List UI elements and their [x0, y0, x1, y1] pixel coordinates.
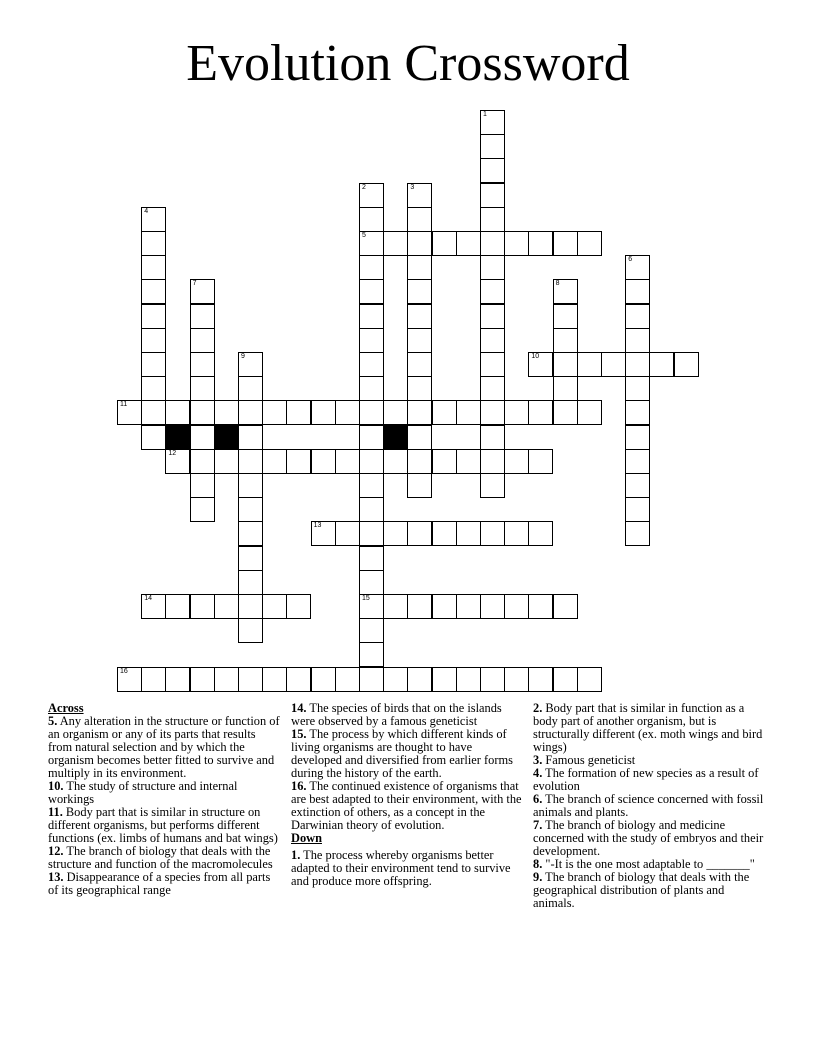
grid-cell[interactable] — [625, 521, 650, 546]
grid-cell[interactable] — [407, 594, 432, 619]
grid-cell[interactable] — [383, 521, 408, 546]
grid-cell[interactable] — [335, 521, 360, 546]
grid-cell[interactable] — [190, 279, 215, 304]
clue-number: 1 — [483, 111, 487, 118]
grid-cell[interactable] — [359, 255, 384, 280]
grid-cell[interactable] — [141, 352, 166, 377]
clue-number: 12 — [168, 449, 177, 457]
grid-cell[interactable] — [480, 667, 505, 692]
clue-number: 16 — [120, 667, 128, 675]
down-heading: Down — [291, 831, 322, 845]
grid-cell[interactable] — [528, 352, 553, 377]
grid-cell[interactable] — [190, 449, 215, 474]
grid-cell[interactable] — [214, 594, 239, 619]
grid-cell[interactable] — [214, 449, 239, 474]
grid-cell[interactable] — [432, 521, 457, 546]
grid-cell[interactable] — [335, 400, 360, 425]
grid-cell[interactable] — [190, 497, 215, 522]
grid-cell[interactable] — [407, 255, 432, 280]
clue-across-16: 16. The continued existence of organisms that are best adapted to their environment, with the extinction of others, as a concept in the Darwinian theory of evolution. — [291, 779, 522, 832]
grid-cell[interactable] — [238, 425, 263, 450]
grid-cell[interactable] — [456, 449, 481, 474]
across-heading: Across — [48, 701, 84, 715]
grid-cell[interactable] — [359, 642, 384, 667]
grid-cell[interactable] — [286, 400, 311, 425]
grid-cell[interactable] — [359, 376, 384, 401]
grid-cell[interactable] — [359, 304, 384, 329]
black-square — [165, 425, 190, 450]
clue-down-6: 6. The branch of science concerned with fossil animals and plants. — [533, 792, 764, 819]
grid-cell[interactable] — [407, 231, 432, 256]
clue-number: 13 — [313, 522, 322, 530]
grid-cell[interactable] — [383, 400, 408, 425]
grid-cell[interactable] — [553, 279, 578, 304]
grid-cell[interactable] — [238, 376, 263, 401]
grid-cell[interactable] — [480, 521, 505, 546]
grid-cell[interactable] — [480, 473, 505, 498]
grid-cell[interactable] — [383, 231, 408, 256]
grid-cell[interactable] — [238, 546, 263, 571]
clue-number: 10 — [531, 353, 540, 360]
black-square — [383, 425, 408, 450]
black-square — [214, 425, 239, 450]
grid-cell[interactable] — [311, 667, 336, 692]
clue-number: 8 — [555, 280, 560, 288]
grid-cell[interactable] — [165, 449, 190, 474]
grid-cell[interactable] — [480, 425, 505, 450]
grid-cell[interactable] — [528, 449, 553, 474]
grid-cell[interactable] — [359, 570, 384, 595]
grid-cell[interactable] — [286, 449, 311, 474]
clues-column-1 — [48, 702, 280, 897]
grid-cell[interactable] — [480, 400, 505, 425]
grid-cell[interactable] — [480, 376, 505, 401]
clue-number: 9 — [241, 353, 245, 360]
grid-cell[interactable] — [625, 279, 650, 304]
grid-cell[interactable] — [625, 425, 650, 450]
grid-cell[interactable] — [359, 400, 384, 425]
clue-number: 6 — [628, 256, 633, 264]
grid-cell[interactable] — [407, 521, 432, 546]
clues-column-2 — [291, 702, 523, 888]
clue-across-14: 14. The species of birds that on the islands were observed by a famous geneticist — [291, 701, 502, 728]
grid-cell[interactable] — [190, 352, 215, 377]
grid-cell[interactable] — [553, 352, 578, 377]
grid-cell[interactable] — [528, 667, 553, 692]
clue-down-3: 3. Famous geneticist — [533, 753, 636, 767]
clue-number: 11 — [120, 401, 128, 409]
grid-cell[interactable] — [262, 449, 287, 474]
grid-cell[interactable] — [383, 667, 408, 692]
grid-cell[interactable] — [190, 667, 215, 692]
grid-cell[interactable] — [625, 304, 650, 329]
grid-cell[interactable] — [553, 594, 578, 619]
grid-cell[interactable] — [359, 207, 384, 232]
grid-cell[interactable] — [674, 352, 699, 377]
clue-down-2: 2. Body part that is similar in function as a body part of another organism, but is structurally different (ex. moth wings and bird wings) — [533, 701, 763, 754]
grid-cell[interactable] — [407, 400, 432, 425]
grid-cell[interactable] — [359, 594, 384, 619]
page-title: Evolution Crossword — [186, 35, 630, 92]
grid-cell[interactable] — [625, 376, 650, 401]
grid-cell[interactable] — [456, 667, 481, 692]
grid-cell[interactable] — [456, 400, 481, 425]
grid-cell[interactable] — [432, 667, 457, 692]
grid-cell[interactable] — [553, 400, 578, 425]
grid-cell[interactable] — [407, 376, 432, 401]
grid-cell[interactable] — [649, 352, 674, 377]
grid-cell[interactable] — [383, 594, 408, 619]
grid-cell[interactable] — [359, 473, 384, 498]
grid-cell[interactable] — [359, 425, 384, 450]
grid-cell[interactable] — [407, 449, 432, 474]
grid-cell[interactable] — [238, 521, 263, 546]
grid-cell[interactable] — [625, 449, 650, 474]
grid-cell[interactable] — [553, 376, 578, 401]
grid-cell[interactable] — [504, 521, 529, 546]
clue-across-13: 13. Disappearance of a species from all parts of its geographical range — [48, 870, 271, 897]
clue-across-12: 12. The branch of biology that deals with the structure and function of the macromolecules — [48, 844, 273, 871]
grid-cell[interactable] — [141, 255, 166, 280]
grid-cell[interactable] — [480, 449, 505, 474]
grid-cell[interactable] — [407, 207, 432, 232]
grid-cell[interactable] — [190, 425, 215, 450]
grid-cell[interactable] — [553, 304, 578, 329]
grid-cell[interactable] — [407, 304, 432, 329]
grid-cell[interactable] — [165, 667, 190, 692]
grid-cell[interactable] — [359, 667, 384, 692]
grid-cell[interactable] — [480, 207, 505, 232]
grid-cell[interactable] — [601, 352, 626, 377]
clue-number: 3 — [410, 183, 415, 191]
grid-cell[interactable] — [480, 279, 505, 304]
grid-cell[interactable] — [141, 279, 166, 304]
grid-cell[interactable] — [504, 400, 529, 425]
grid-cell[interactable] — [311, 449, 336, 474]
grid-cell[interactable] — [553, 328, 578, 353]
grid-cell[interactable] — [456, 594, 481, 619]
grid-cell[interactable] — [383, 449, 408, 474]
grid-cell[interactable] — [165, 400, 190, 425]
grid-cell[interactable] — [238, 570, 263, 595]
grid-cell[interactable] — [141, 328, 166, 353]
grid-cell[interactable] — [359, 328, 384, 353]
grid-cell[interactable] — [141, 231, 166, 256]
grid-cell[interactable] — [625, 255, 650, 280]
grid-cell[interactable] — [625, 400, 650, 425]
grid-cell[interactable] — [238, 400, 263, 425]
clue-down-9: 9. The branch of biology that deals with the geographical distribution of plants and animals. — [533, 870, 750, 910]
grid-cell[interactable] — [456, 231, 481, 256]
grid-cell[interactable] — [141, 400, 166, 425]
grid-cell[interactable] — [528, 594, 553, 619]
clue-down-7: 7. The branch of biology and medicine concerned with the study of embryos and their development. — [533, 818, 764, 858]
grid-cell[interactable] — [214, 667, 239, 692]
clue-across-10: 10. The study of structure and internal workings — [48, 779, 238, 806]
grid-cell[interactable] — [238, 594, 263, 619]
grid-cell[interactable] — [407, 352, 432, 377]
grid-cell[interactable] — [238, 473, 263, 498]
grid-cell[interactable] — [359, 546, 384, 571]
clue-down-4: 4. The formation of new species as a result of evolution — [533, 766, 759, 793]
clue-down-1: 1. The process whereby organisms better adapted to their environment tend to survive and produce more offspring. — [291, 848, 511, 888]
grid-cell[interactable] — [480, 158, 505, 183]
grid-cell[interactable] — [432, 449, 457, 474]
grid-cell[interactable] — [432, 594, 457, 619]
grid-cell[interactable] — [359, 618, 384, 643]
grid-cell[interactable] — [238, 618, 263, 643]
clue-down-8: 8. "-It is the one most adaptable to _______" — [533, 857, 755, 871]
grid-cell[interactable] — [141, 207, 166, 232]
grid-cell[interactable] — [238, 449, 263, 474]
grid-cell[interactable] — [214, 400, 239, 425]
grid-cell[interactable] — [190, 328, 215, 353]
grid-cell[interactable] — [625, 497, 650, 522]
grid-cell[interactable] — [238, 352, 263, 377]
clue-number: 2 — [362, 183, 366, 191]
grid-cell[interactable] — [407, 279, 432, 304]
grid-cell[interactable] — [335, 667, 360, 692]
grid-cell[interactable] — [359, 231, 384, 256]
grid-cell[interactable] — [262, 594, 287, 619]
grid-cell[interactable] — [504, 231, 529, 256]
grid-cell[interactable] — [480, 328, 505, 353]
grid-cell[interactable] — [480, 134, 505, 159]
grid-cell[interactable] — [480, 304, 505, 329]
grid-cell[interactable] — [407, 667, 432, 692]
grid-cell[interactable] — [117, 667, 142, 692]
grid-cell[interactable] — [480, 110, 505, 135]
grid-cell[interactable] — [359, 521, 384, 546]
grid-cell[interactable] — [407, 473, 432, 498]
grid-cell[interactable] — [190, 473, 215, 498]
grid-cell[interactable] — [190, 400, 215, 425]
grid-cell[interactable] — [504, 667, 529, 692]
grid-cell[interactable] — [432, 231, 457, 256]
clues-column-3 — [533, 702, 765, 910]
grid-cell[interactable] — [407, 328, 432, 353]
grid-cell[interactable] — [480, 183, 505, 208]
grid-cell[interactable] — [141, 667, 166, 692]
grid-cell[interactable] — [480, 594, 505, 619]
grid-cell[interactable] — [190, 594, 215, 619]
clue-across-5: 5. Any alteration in the structure or function of an organism or any of its parts that results from natural selection and by which the organism becomes better fitted to survive and multiply in its environment. — [48, 714, 280, 780]
grid-cell[interactable] — [335, 449, 360, 474]
grid-cell[interactable] — [577, 352, 602, 377]
grid-cell[interactable] — [553, 667, 578, 692]
grid-cell[interactable] — [141, 594, 166, 619]
grid-cell[interactable] — [504, 594, 529, 619]
grid-cell[interactable] — [625, 473, 650, 498]
clue-across-15: 15. The process by which different kinds of living organisms are thought to have developed and diversified from earlier forms during the history of the earth. — [291, 727, 513, 780]
grid-cell[interactable] — [141, 376, 166, 401]
grid-cell[interactable] — [190, 304, 215, 329]
grid-cell[interactable] — [311, 521, 336, 546]
clue-number: 14 — [144, 595, 152, 602]
grid-cell[interactable] — [577, 231, 602, 256]
grid-cell[interactable] — [165, 594, 190, 619]
grid-cell[interactable] — [238, 497, 263, 522]
grid-cell[interactable] — [456, 521, 481, 546]
grid-cell[interactable] — [141, 304, 166, 329]
clue-number: 15 — [362, 595, 370, 602]
grid-cell[interactable] — [480, 231, 505, 256]
grid-cell[interactable] — [504, 449, 529, 474]
grid-cell[interactable] — [190, 376, 215, 401]
grid-cell[interactable] — [238, 667, 263, 692]
grid-cell[interactable] — [625, 352, 650, 377]
grid-cell[interactable] — [141, 425, 166, 450]
grid-cell[interactable] — [407, 183, 432, 208]
grid-cell[interactable] — [577, 400, 602, 425]
grid-cell[interactable] — [528, 231, 553, 256]
grid-cell[interactable] — [553, 231, 578, 256]
grid-cell[interactable] — [528, 521, 553, 546]
grid-cell[interactable] — [286, 667, 311, 692]
grid-cell[interactable] — [528, 400, 553, 425]
grid-cell[interactable] — [480, 255, 505, 280]
grid-cell[interactable] — [432, 400, 457, 425]
grid-cell[interactable] — [359, 279, 384, 304]
grid-cell[interactable] — [577, 667, 602, 692]
grid-cell[interactable] — [625, 328, 650, 353]
grid-cell[interactable] — [117, 400, 142, 425]
clue-across-11: 11. Body part that is similar in structure on different organisms, but performs different functions (ex. limbs of humans and bat wings) — [48, 805, 278, 845]
grid-cell[interactable] — [311, 400, 336, 425]
grid-cell[interactable] — [359, 183, 384, 208]
clue-number: 5 — [362, 232, 366, 239]
grid-cell[interactable] — [359, 497, 384, 522]
grid-cell[interactable] — [262, 667, 287, 692]
grid-cell[interactable] — [359, 352, 384, 377]
grid-cell[interactable] — [407, 425, 432, 450]
grid-cell[interactable] — [480, 352, 505, 377]
clue-number: 7 — [192, 280, 197, 288]
grid-cell[interactable] — [262, 400, 287, 425]
grid-cell[interactable] — [359, 449, 384, 474]
clue-number: 4 — [144, 207, 149, 215]
grid-cell[interactable] — [286, 594, 311, 619]
